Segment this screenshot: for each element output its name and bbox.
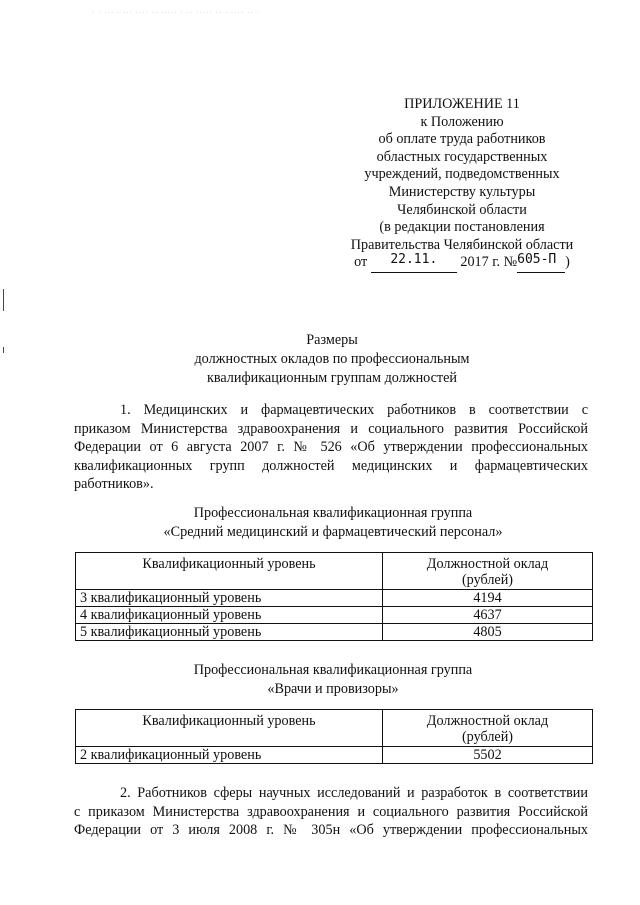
- title-line: должностных окладов по профессиональным: [194, 350, 470, 367]
- appendix-line: (в редакции постановления: [379, 219, 545, 236]
- table-header-row: [76, 553, 593, 590]
- document-title: [150, 331, 514, 387]
- date-field: [371, 254, 457, 273]
- appendix-line: областных государственных: [376, 148, 548, 165]
- paragraph-line: приказом Министерства здравоохранения и социального развития Российской: [74, 420, 588, 437]
- group-heading-line: «Средний медицинский и фармацевтический персонал»: [163, 523, 503, 540]
- group-2-heading: [118, 661, 548, 698]
- salary-value: 4805: [383, 624, 593, 641]
- column-header-salary-line: Должностной оклад: [426, 713, 549, 729]
- paragraph-line: квалификационных групп должностей медицинских и фармацевтических: [74, 457, 588, 474]
- qualification-level: 2 квалификационный уровень: [76, 747, 383, 764]
- qualification-level: 3 квалификационный уровень: [76, 590, 383, 607]
- salary-table-group-2: [75, 709, 593, 764]
- column-header-salary-line: Должностной оклад: [426, 556, 549, 572]
- handwritten-number: 605-П: [517, 252, 557, 268]
- date-year: 2017 г. №: [460, 254, 518, 271]
- qualification-level: 4 квалификационный уровень: [76, 607, 383, 624]
- salary-table-group-1: [75, 552, 593, 641]
- column-header-level: Квалификационный уровень: [76, 553, 383, 590]
- scan-noise: · · ··· · ··· ···· ·· ····· · ·· ····· ·· · ···· ·· ·: [92, 9, 260, 13]
- closing-paren: ): [565, 254, 570, 271]
- table-row: [76, 590, 593, 607]
- appendix-line: учреждений, подведомственных: [364, 166, 560, 183]
- paragraph-line: работников».: [74, 476, 154, 493]
- column-header-salary: [383, 710, 593, 747]
- handwritten-date: 22.11.: [390, 252, 438, 268]
- group-heading-line: «Врачи и провизоры»: [267, 680, 399, 697]
- paragraph-line: Федерации от 6 августа 2007 г. № 526 «Об утверждении профессиональных: [74, 439, 588, 456]
- appendix-line: Правительства Челябинской области: [350, 236, 574, 253]
- resolution-date-line: [338, 254, 586, 273]
- number-field: [517, 254, 565, 273]
- paragraph-line: с приказом Министерства здравоохранения и социального развития Российской: [74, 803, 588, 820]
- appendix-title: ПРИЛОЖЕНИЕ 11: [404, 96, 520, 112]
- group-heading-line: Профессиональная квалификационная группа: [193, 505, 473, 521]
- section-1-paragraph: [74, 402, 588, 495]
- table-row: [76, 747, 593, 764]
- table-row: [76, 624, 593, 641]
- salary-value: 4194: [383, 590, 593, 607]
- table-row: [76, 607, 593, 624]
- scan-edge-mark: [3, 347, 4, 353]
- column-header-salary: [383, 553, 593, 590]
- appendix-line: Челябинской области: [397, 201, 527, 218]
- salary-value: 4637: [383, 607, 593, 624]
- table-header-row: [76, 710, 593, 747]
- salary-value: 5502: [383, 747, 593, 764]
- appendix-header: [338, 96, 586, 273]
- column-header-salary-unit: (рублей): [461, 572, 514, 588]
- scan-edge-mark: [3, 289, 4, 311]
- group-heading-line: Профессиональная квалификационная группа: [193, 662, 473, 678]
- appendix-line: Министерству культуры: [388, 183, 536, 200]
- column-header-level: Квалификационный уровень: [76, 710, 383, 747]
- paragraph-line: 1. Медицинских и фармацевтических работников в соответствии с: [120, 402, 588, 418]
- title-line: Размеры: [306, 332, 358, 348]
- paragraph-line: Федерации от 3 июля 2008 г. № 305н «Об утверждении профессиональных: [74, 822, 588, 839]
- column-header-salary-unit: (рублей): [461, 729, 514, 745]
- title-line: квалификационным группам должностей: [206, 369, 458, 386]
- group-1-heading: [118, 504, 548, 541]
- appendix-line: к Положению: [420, 113, 504, 130]
- paragraph-line: 2. Работников сферы научных исследований и разработок в соответствии: [120, 785, 588, 801]
- appendix-line: об оплате труда работников: [378, 131, 546, 148]
- date-prefix: от: [354, 254, 368, 271]
- qualification-level: 5 квалификационный уровень: [76, 624, 383, 641]
- section-2-paragraph: [74, 785, 588, 841]
